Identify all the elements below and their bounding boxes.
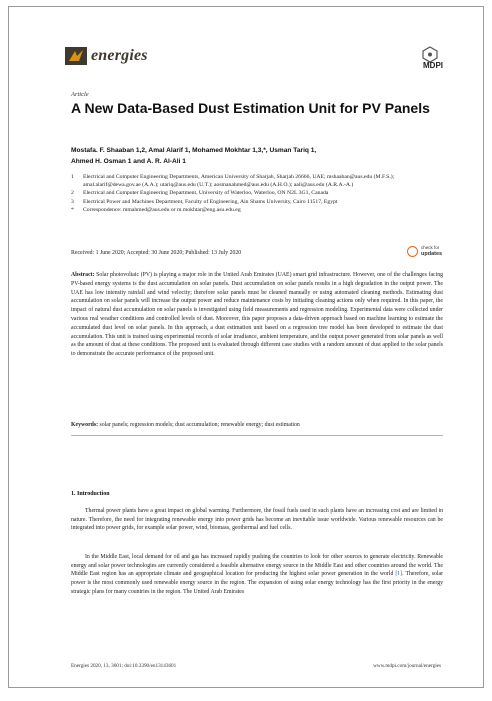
body-paragraph bbox=[71, 553, 443, 597]
authors-line-1 bbox=[71, 145, 441, 156]
affiliation-text: Electrical and Computer Engineering Departments, American University of Sharjah, Sharjah 26666, UAE; mshaaban@aus.edu (M.F.S.); amal.alarif@dewa.gov.ae (A.A.); utariq@aus.edu (U.T.); aosmanahmed@aus.edu (A.H.O.); aali@aus.edu (A.R.A.-A.) bbox=[83, 174, 395, 189]
abstract-text: Solar photovoltaic (PV) is playing a major role in the United Arab Emirates (UAE) smart grid infrastructure. However, one of the challenges facing PV-based energy systems is the dust accumulation on solar panels. Dust accumulation on solar panels results in a high degradation in the output power. The UAE has low intensity rainfall and wind velocity; therefore solar panels must be cleaned manually or using automated cleaning methods. Estimating dust accumulation on solar panels will increase the output power and reduce maintenance costs by initiating cleaning actions only when required. In this paper, the impact of natural dust accumulation on solar panels is investigated using field measurements and regression modeling. Experimental data were collected under various real weather conditions and controlled levels of dust. Moreover, this paper proposes a data-driven approach based on machine learning to estimate the accumulated dust level on solar panels. In this approach, a dust estimation unit based on a regression tree model has been developed to estimate the dust accumulation. This unit is trained using experimental records of solar irradiance, ambient temperature, and the output power generated from solar panels as well as the amount of dust at these conditions. The proposed unit is evaluated through different case studies with a random amount of dust applied to the solar panels to demonstrate the accurate performance of the proposed unit. bbox=[71, 272, 443, 358]
affiliation-number: 1 bbox=[71, 174, 74, 180]
affiliation-item bbox=[71, 173, 443, 189]
authors-text: Mostafa. F. Shaaban 1,2, Amal Alarif 1, Mohamed Mokhtar 1,3,*, Usman Tariq 1, bbox=[71, 147, 317, 154]
check-updates-icon bbox=[407, 246, 418, 257]
affiliation-text: Correspondence: mmahmed@aus.edu or m.mokhtar@eng.asu.edu.eg bbox=[83, 206, 241, 213]
affiliation-text: Electrical and Computer Engineering Department, University of Waterloo, Waterloo, ON N2L 3G1, Canada bbox=[83, 190, 329, 197]
footer-url[interactable]: www.mdpi.com/journal/energies bbox=[373, 663, 441, 669]
affiliation-number: 3 bbox=[71, 198, 74, 205]
check-updates-label: check for bbox=[421, 245, 440, 250]
body-paragraph: Thermal power plants have a great impact on global warming. Furthermore, the fossil fuels used in such plants have an increasing cost and are limited in nature. Therefore, the need for integrating renewable energy into power grids has become an inevitable issue worldwide. Various renewable resources can be integrated into power grids, for example solar power, wind, biomass, geothermal and fuel cells. bbox=[71, 508, 443, 532]
paragraph-text: . Therefore, solar power is the most commonly used renewable energy source in the region. The expansion of using solar energy technology has the first priority in the energy strategic plans for many countries in the region. The United Arab Emirates bbox=[71, 571, 443, 595]
paper-page bbox=[8, 6, 484, 688]
publisher-name: MDPI bbox=[423, 61, 443, 70]
authors-line-2 bbox=[71, 156, 441, 167]
journal-header bbox=[65, 45, 447, 69]
affiliation-item bbox=[71, 189, 443, 197]
publication-dates: Received: 1 June 2020; Accepted: 30 June 2020; Published: 13 July 2020 bbox=[71, 250, 242, 256]
affiliation-item bbox=[71, 198, 443, 206]
article-type: Article bbox=[71, 91, 89, 98]
section-heading-introduction: 1. Introduction bbox=[71, 491, 110, 497]
journal-logo-icon bbox=[65, 47, 87, 65]
author-list bbox=[71, 145, 441, 167]
affiliation-number: 2 bbox=[71, 190, 74, 197]
authors-text: Ahmed H. Osman 1 and A. R. Al-Ali 1 bbox=[71, 158, 186, 165]
affiliation-item bbox=[71, 206, 443, 214]
keywords-label: Keywords: bbox=[71, 422, 99, 428]
article-title: A New Data-Based Dust Estimation Unit for PV Panels bbox=[71, 100, 430, 116]
citation-link[interactable]: [1] bbox=[395, 571, 403, 578]
check-updates-label-bold: updates bbox=[421, 251, 443, 257]
affiliations bbox=[71, 173, 443, 214]
check-for-updates-badge[interactable] bbox=[407, 244, 441, 260]
keywords-text: solar panels; regression models; dust accumulation; renewable energy; dust estimation bbox=[99, 422, 300, 428]
paragraph-text: In the Middle East, local demand for oil and gas has increased rapidly pushing the countries to look for other sources to generate electricity. Renewable energy and solar power technologies are currently considered a feasible alternative energy source in the Middle East and other countries around the world. The Middle East region has an appropriate climate and geographical location for producing the highest solar power generation in the world bbox=[71, 554, 443, 578]
abstract bbox=[71, 271, 443, 359]
journal-name: energies bbox=[91, 47, 148, 64]
affiliation-text: Electrical Power and Machines Department, Faculty of Engineering, Ain Shams University, Cairo 11517, Egypt bbox=[83, 198, 338, 205]
footer-citation: Energies 2020, 13, 3601; doi:10.3390/en13143601 bbox=[71, 663, 177, 669]
section-divider bbox=[71, 435, 443, 436]
abstract-label: Abstract: bbox=[71, 272, 95, 278]
keywords bbox=[71, 421, 443, 430]
affiliation-number: * bbox=[71, 206, 74, 213]
